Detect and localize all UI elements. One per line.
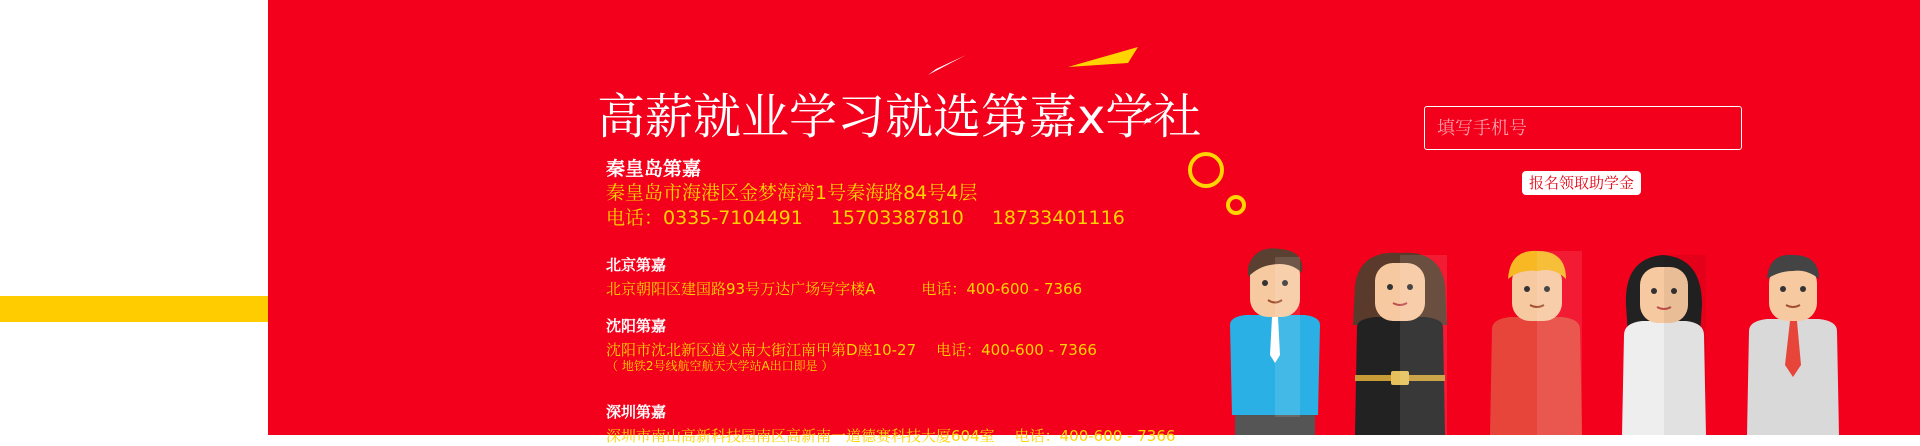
yellow-swoosh — [1068, 47, 1138, 67]
beijing-line — [606, 278, 1082, 299]
shenzhen-line — [606, 425, 1175, 446]
shenyang-name: 沈阳第嘉 — [606, 317, 667, 335]
qinhuangdao-phone-2: 15703387810 — [830, 207, 964, 229]
beijing-address: 北京朝阳区建国路93号万达广场写字楼A — [606, 280, 876, 298]
bubble-large — [1190, 154, 1222, 186]
qinhuangdao-address: 秦皇岛市海港区金梦海湾1号秦海路84号4层 — [606, 182, 978, 204]
beijing-name: 北京第嘉 — [606, 256, 667, 274]
beijing-phone: 电话：400-600 - 7366 — [921, 280, 1083, 298]
qinhuangdao-phones — [606, 203, 1153, 230]
shenzhen-phone: 电话：400-600 - 7366 — [1014, 427, 1176, 445]
person-grey-shirt — [1747, 255, 1839, 435]
person-black-dress — [1353, 253, 1447, 435]
person-white-shirt — [1622, 255, 1706, 435]
shenyang-address: 沈阳市沈北新区道义南大街江南甲第D座10-27 — [606, 341, 917, 359]
qinhuangdao-phone-1: 电话：0335-7104491 — [606, 207, 803, 229]
apply-scholarship-button[interactable]: 报名领取助学金 — [1522, 171, 1641, 195]
shenzhen-address: 深圳市南山高新科技园南区高新南一道德赛科技大厦604室 — [606, 427, 995, 445]
person-red-coat — [1490, 251, 1582, 435]
bubble-small — [1228, 197, 1244, 213]
staff-illustration — [1210, 245, 1870, 435]
shenyang-note: （ 地铁2号线航空航天大学站A出口即是 ） — [606, 359, 834, 373]
shenzhen-name: 深圳第嘉 — [606, 403, 667, 421]
qinhuangdao-name: 秦皇岛第嘉 — [606, 158, 702, 180]
white-swoosh-1 — [928, 55, 966, 75]
person-blue-shirt — [1230, 248, 1320, 435]
left-white-panel — [0, 0, 268, 435]
shenyang-phone: 电话：400-600 - 7366 — [936, 341, 1097, 359]
bubbles-decoration — [1186, 150, 1256, 225]
page-headline: 高薪就业学习就选第嘉x学社 — [597, 89, 1202, 145]
qinhuangdao-phone-3: 18733401116 — [991, 207, 1125, 229]
left-yellow-stripe — [0, 296, 268, 322]
phone-input[interactable] — [1424, 106, 1742, 150]
